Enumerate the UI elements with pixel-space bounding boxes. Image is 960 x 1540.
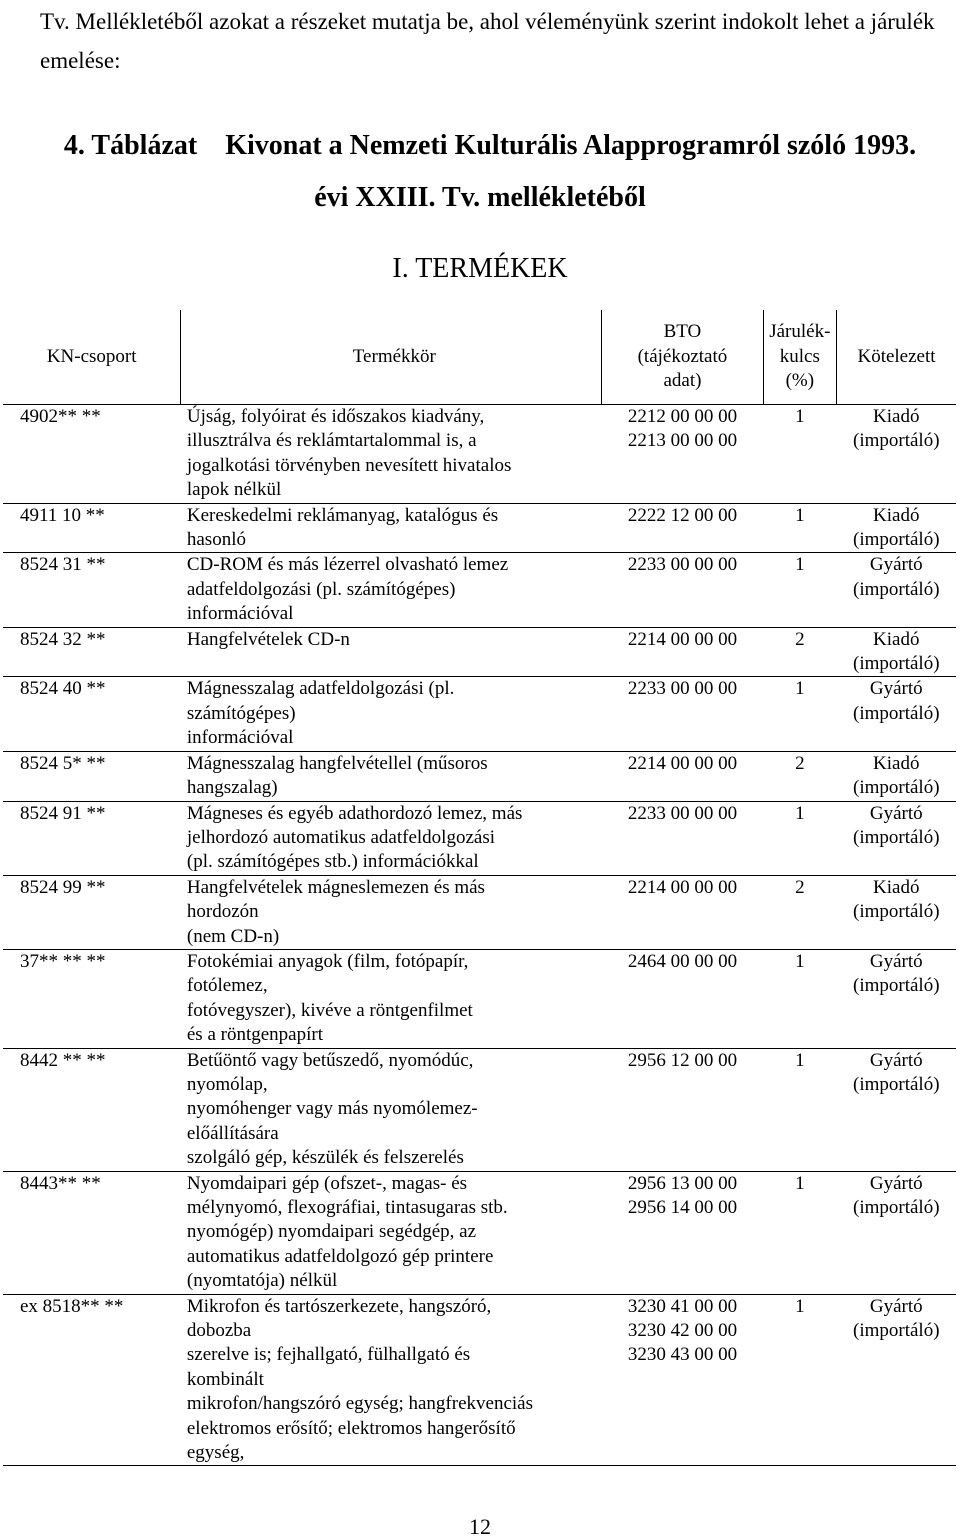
- header-termekkor: Termékkör: [181, 310, 602, 405]
- cell-termekkor-line: elektromos erősítő; elektromos hangerősítő: [186, 1417, 516, 1439]
- cell-termekkor-line: mélynyomó, flexográfiai, tintasugaras stb.: [186, 1197, 508, 1218]
- cell-termekkor: [181, 503, 602, 553]
- cell-termekkor-line: nyomólap,: [186, 1073, 268, 1095]
- table-body: [3, 405, 956, 1466]
- cell-termekkor-line: hordozón: [186, 901, 259, 923]
- cell-kotelezett-line: (importáló): [853, 1320, 940, 1342]
- cell-kotelezett: [837, 949, 956, 1048]
- cell-jarulekkulcs: 1: [795, 802, 805, 824]
- cell-jarulekkulcs: 1: [795, 678, 805, 700]
- cell-termekkor-line: Betűöntő vagy betűszedő, nyomódúc,: [186, 1049, 474, 1071]
- cell-bto-code: 2222 12 00 00: [627, 504, 738, 526]
- cell-kotelezett: [837, 405, 956, 504]
- cell-termekkor: [181, 405, 602, 504]
- table-header-row: [3, 310, 956, 405]
- cell-termekkor-line: illusztrálva és reklámtartalommal is, a: [186, 430, 477, 452]
- cell-termekkor-line: (pl. számítógépes stb.) információkkal: [186, 851, 479, 873]
- cell-kotelezett: [837, 1171, 956, 1294]
- table-row: [3, 949, 956, 1048]
- cell-bto-code: 2212 00 00 00: [627, 406, 738, 427]
- header-jarulek-line: kulcs: [779, 345, 820, 367]
- table-row: [3, 1171, 956, 1294]
- cell-termekkor-line: automatikus adatfeldolgozó gép printere: [186, 1245, 494, 1267]
- cell-kotelezett-line: Gyártó: [869, 554, 923, 576]
- page-number: 12: [469, 1514, 491, 1539]
- header-kotelezett: Kötelezett: [857, 345, 936, 367]
- cell-bto: [602, 405, 763, 504]
- cell-bto-code: 2464 00 00 00: [627, 950, 738, 972]
- cell-kn-csoport: 8443** **: [20, 1172, 101, 1194]
- cell-kotelezett-line: (importáló): [853, 653, 940, 675]
- cell-bto: [602, 627, 763, 677]
- cell-termekkor-line: nyomógép) nyomdaipari segédgép, az: [186, 1221, 477, 1243]
- table-row: [3, 553, 956, 627]
- cell-kotelezett-line: (importáló): [853, 1197, 940, 1218]
- cell-termekkor-line: szolgáló gép, készülék és felszerelés: [186, 1147, 464, 1169]
- cell-termekkor-line: jelhordozó automatikus adatfeldolgozási: [186, 826, 496, 848]
- cell-bto-code: 3230 42 00 00: [627, 1320, 738, 1342]
- cell-kotelezett-line: Kiadó: [873, 752, 920, 774]
- cell-bto-code: 2214 00 00 00: [627, 628, 738, 650]
- cell-bto-code: 3230 41 00 00: [627, 1295, 738, 1317]
- cell-bto-code: 3230 43 00 00: [627, 1344, 738, 1366]
- cell-termekkor: [181, 751, 602, 801]
- cell-kotelezett-line: (importáló): [853, 901, 940, 923]
- cell-termekkor-line: Mágneses és egyéb adathordozó lemez, más: [186, 802, 523, 824]
- section-heading: I. TERMÉKEK: [392, 253, 568, 284]
- cell-bto-code: 2214 00 00 00: [627, 752, 738, 774]
- cell-kn-csoport: 8524 99 **: [20, 876, 106, 898]
- table-row: [3, 875, 956, 949]
- cell-termekkor-line: előállítására: [186, 1122, 279, 1144]
- cell-kotelezett-line: Kiadó: [873, 876, 920, 898]
- cell-bto: [602, 1294, 763, 1466]
- cell-kn-csoport: 8442 ** **: [20, 1049, 106, 1071]
- cell-kotelezett-line: (importáló): [853, 529, 940, 551]
- cell-bto: [602, 751, 763, 801]
- cell-kotelezett-line: (importáló): [853, 430, 940, 452]
- cell-termekkor: [181, 875, 602, 949]
- cell-jarulekkulcs: 2: [795, 628, 805, 650]
- cell-kn-csoport: 8524 5* **: [20, 752, 106, 774]
- cell-kn-csoport: 4911 10 **: [20, 504, 105, 526]
- cell-jarulekkulcs: 2: [795, 876, 805, 898]
- cell-kotelezett-line: (importáló): [853, 975, 940, 997]
- cell-jarulekkulcs: 1: [795, 1295, 805, 1317]
- cell-jarulekkulcs: 1: [795, 504, 805, 526]
- cell-termekkor-line: nyomóhenger vagy más nyomólemez-: [186, 1098, 478, 1120]
- cell-kotelezett-line: (importáló): [853, 826, 940, 848]
- cell-kotelezett: [837, 1048, 956, 1171]
- cell-termekkor-line: Hangfelvételek CD-n: [186, 628, 350, 650]
- header-bto: [602, 310, 763, 405]
- cell-termekkor-line: Mikrofon és tartószerkezete, hangszóró,: [186, 1295, 492, 1317]
- table-title-line2: évi XXIII. Tv. mellékletéből: [314, 182, 646, 213]
- cell-kotelezett: [837, 801, 956, 875]
- header-bto-line: adat): [663, 370, 702, 392]
- cell-termekkor-line: Fotokémiai anyagok (film, fotópapír,: [186, 950, 469, 972]
- cell-kotelezett-line: (importáló): [853, 777, 940, 799]
- cell-bto-code: 2233 00 00 00: [627, 802, 738, 824]
- cell-kotelezett-line: Gyártó: [869, 678, 923, 700]
- cell-termekkor-line: Mágnesszalag hangfelvétellel (műsoros: [186, 752, 488, 774]
- cell-termekkor-line: Mágnesszalag adatfeldolgozási (pl.: [186, 678, 455, 700]
- cell-termekkor: [181, 1171, 602, 1294]
- table-row: [3, 405, 956, 504]
- cell-bto-code: 2213 00 00 00: [627, 430, 738, 452]
- cell-termekkor-line: Kereskedelmi reklámanyag, katalógus és: [186, 504, 499, 526]
- cell-termekkor-line: információval: [186, 727, 294, 749]
- cell-termekkor-line: információval: [186, 603, 294, 625]
- cell-jarulekkulcs: 1: [795, 950, 805, 972]
- table-title-line1: 4. Táblázat Kivonat a Nemzeti Kulturális Alapprogramról szóló 1993.: [63, 130, 917, 161]
- cell-kotelezett-line: (importáló): [853, 1073, 940, 1095]
- cell-kotelezett-line: Gyártó: [869, 1295, 923, 1317]
- table-row: [3, 677, 956, 751]
- cell-kn-csoport: ex 8518** **: [20, 1295, 124, 1317]
- cell-bto-code: 2956 14 00 00: [627, 1197, 738, 1218]
- table-row: [3, 627, 956, 677]
- cell-kn-csoport: 8524 91 **: [20, 802, 106, 824]
- cell-bto: [602, 875, 763, 949]
- table-row: [3, 503, 956, 553]
- cell-kotelezett-line: Gyártó: [869, 802, 923, 824]
- cell-kotelezett: [837, 553, 956, 627]
- cell-kn-csoport: 8524 32 **: [20, 628, 106, 650]
- cell-termekkor-line: dobozba: [186, 1320, 252, 1342]
- cell-termekkor-line: (nem CD-n): [186, 925, 280, 947]
- cell-termekkor: [181, 801, 602, 875]
- cell-termekkor-line: lapok nélkül: [186, 479, 282, 501]
- cell-kotelezett-line: Kiadó: [873, 628, 920, 650]
- header-kn-csoport: KN-csoport: [3, 310, 181, 405]
- cell-termekkor-line: Újság, folyóirat és időszakos kiadvány,: [186, 406, 485, 427]
- cell-kotelezett-line: Gyártó: [869, 1049, 923, 1071]
- cell-jarulekkulcs: 2: [795, 752, 805, 774]
- cell-kotelezett: [837, 627, 956, 677]
- table-row: [3, 801, 956, 875]
- header-bto-line: (tájékoztató: [637, 345, 728, 367]
- table-row: [3, 1048, 956, 1171]
- cell-termekkor-line: Hangfelvételek mágneslemezen és más: [186, 876, 485, 898]
- cell-jarulekkulcs: 1: [795, 406, 805, 427]
- cell-termekkor-line: hasonló: [186, 529, 246, 551]
- intro-paragraph: Tv. Mellékletéből azokat a részeket mutatja be, ahol véleményünk szerint indokolt lehet a járulék emelése:: [40, 9, 935, 73]
- cell-termekkor: [181, 949, 602, 1048]
- table-row: [3, 1294, 956, 1466]
- cell-bto: [602, 677, 763, 751]
- cell-termekkor-line: kombinált: [186, 1368, 264, 1390]
- cell-jarulekkulcs: 1: [795, 1049, 805, 1071]
- cell-bto: [602, 503, 763, 553]
- cell-termekkor-line: CD-ROM és más lézerrel olvasható lemez: [186, 554, 509, 576]
- cell-kn-csoport: 4902** **: [20, 406, 101, 427]
- cell-termekkor: [181, 1294, 602, 1466]
- cell-kotelezett-line: (importáló): [853, 578, 940, 600]
- cell-bto-code: 2956 13 00 00: [627, 1172, 738, 1194]
- products-table: [3, 310, 956, 1466]
- cell-bto: [602, 801, 763, 875]
- cell-termekkor-line: fotólemez,: [186, 975, 268, 997]
- header-jarulek-line: Járulék-: [769, 321, 831, 343]
- cell-bto: [602, 1048, 763, 1171]
- cell-bto-code: 2233 00 00 00: [627, 554, 738, 576]
- cell-kotelezett: [837, 677, 956, 751]
- cell-bto: [602, 949, 763, 1048]
- cell-jarulekkulcs: 1: [795, 1172, 805, 1194]
- cell-termekkor-line: egység,: [186, 1442, 245, 1464]
- cell-termekkor: [181, 1048, 602, 1171]
- table-title: [0, 120, 960, 224]
- cell-termekkor-line: adatfeldolgozási (pl. számítógépes): [186, 578, 456, 600]
- cell-bto-code: 2956 12 00 00: [627, 1049, 738, 1071]
- header-jarulek: [763, 310, 836, 405]
- cell-kn-csoport: 37** ** **: [20, 950, 106, 972]
- header-jarulek-line: (%): [785, 370, 815, 392]
- cell-bto: [602, 1171, 763, 1294]
- cell-bto-code: 2233 00 00 00: [627, 678, 738, 700]
- cell-kotelezett: [837, 503, 956, 553]
- cell-jarulekkulcs: 1: [795, 554, 805, 576]
- cell-kotelezett: [837, 751, 956, 801]
- cell-termekkor: [181, 677, 602, 751]
- cell-termekkor-line: jogalkotási törvényben nevesített hivatalos: [186, 454, 512, 476]
- cell-termekkor-line: és a röntgenpapírt: [186, 1024, 323, 1046]
- cell-termekkor: [181, 627, 602, 677]
- cell-termekkor-line: szerelve is; fejhallgató, fülhallgató és: [186, 1344, 471, 1366]
- cell-kotelezett-line: Kiadó: [873, 504, 920, 526]
- cell-kotelezett: [837, 875, 956, 949]
- cell-kotelezett-line: Gyártó: [869, 950, 923, 972]
- cell-termekkor-line: mikrofon/hangszóró egység; hangfrekvenciás: [186, 1393, 533, 1415]
- cell-termekkor-line: számítógépes): [186, 702, 296, 724]
- cell-termekkor-line: (nyomtatója) nélkül: [186, 1270, 338, 1292]
- cell-kotelezett-line: Kiadó: [873, 406, 920, 427]
- header-bto-line: BTO: [663, 321, 702, 343]
- cell-termekkor-line: Nyomdaipari gép (ofszet-, magas- és: [186, 1172, 468, 1194]
- cell-bto: [602, 553, 763, 627]
- cell-kotelezett: [837, 1294, 956, 1466]
- cell-termekkor-line: fotóvegyszer), kivéve a röntgenfilmet: [186, 999, 473, 1021]
- table-row: [3, 751, 956, 801]
- cell-termekkor: [181, 553, 602, 627]
- cell-kotelezett-line: Gyártó: [869, 1172, 923, 1194]
- cell-termekkor-line: hangszalag): [186, 777, 278, 799]
- cell-bto-code: 2214 00 00 00: [627, 876, 738, 898]
- cell-kn-csoport: 8524 31 **: [20, 554, 106, 576]
- cell-kotelezett-line: (importáló): [853, 702, 940, 724]
- cell-kn-csoport: 8524 40 **: [20, 678, 106, 700]
